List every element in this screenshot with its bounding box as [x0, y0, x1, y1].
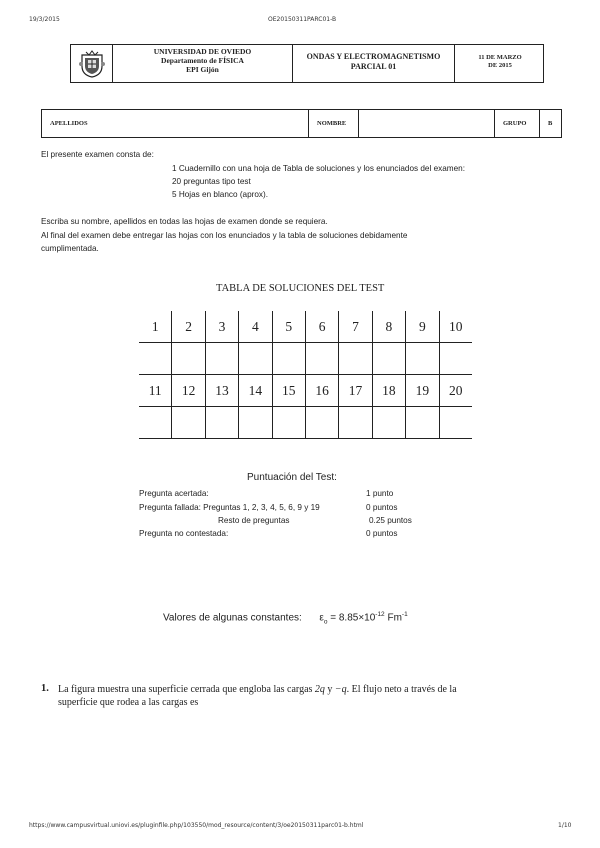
- exam-date-line1: 11 DE MARZO: [478, 54, 522, 61]
- epsilon-exponent: -12: [375, 611, 385, 618]
- epsilon-unit-exponent: -1: [401, 611, 408, 618]
- answer-cell[interactable]: [372, 343, 405, 375]
- solutions-table: [139, 311, 472, 439]
- school-name: EPI Gijón: [186, 65, 219, 74]
- university-crest-icon: [77, 49, 107, 79]
- intro-item-1: 1 Cuadernillo con una hoja de Tabla de soluciones y los enunciados del examen:: [172, 164, 465, 173]
- constants-label: Valores de algunas constantes:: [163, 612, 302, 624]
- subject-block: [293, 45, 455, 82]
- answer-cell[interactable]: [172, 407, 205, 439]
- university-name: UNIVERSIDAD DE OVIEDO: [153, 47, 252, 56]
- answer-cell[interactable]: [139, 343, 172, 375]
- footer-url: https://www.campusvirtual.uniovi.es/pluginfile.php/103550/mod_resource/content/3/oe20150311parc01-b.html: [29, 822, 364, 829]
- answer-cell[interactable]: [172, 343, 205, 375]
- scoring-correct-value: 1 punto: [366, 489, 394, 498]
- logo-cell: [71, 45, 113, 82]
- name-field[interactable]: [358, 110, 494, 137]
- question-number-cell: 19: [406, 375, 439, 407]
- question-number: 1.: [41, 683, 49, 694]
- question-number-cell: 5: [272, 311, 305, 343]
- question-text-after: . El flujo neto a través de la: [346, 684, 457, 695]
- epsilon-unit: Fm: [384, 612, 402, 624]
- answer-cell[interactable]: [372, 407, 405, 439]
- answer-cell[interactable]: [205, 343, 238, 375]
- question-number-cell: 4: [239, 311, 272, 343]
- group-value-cell: [539, 110, 563, 137]
- answer-cell[interactable]: [272, 407, 305, 439]
- charge-2: −q: [334, 684, 347, 695]
- instruction-1: Escriba su nombre, apellidos en todas las hojas de examen donde se requiera.: [41, 217, 328, 226]
- scoring-rest-value: 0.25 puntos: [369, 516, 412, 525]
- question-text-before: La figura muestra una superficie cerrada que engloba las cargas: [58, 684, 315, 695]
- exam-name: PARCIAL 01: [350, 62, 397, 71]
- exam-date: [455, 45, 545, 82]
- group-label: GRUPO: [503, 120, 527, 127]
- answer-row: [139, 343, 472, 375]
- instruction-2: Al final del examen debe entregar las hojas con los enunciados y la tabla de soluciones debidamente: [41, 231, 408, 240]
- question-number-cell: 13: [205, 375, 238, 407]
- question-number-cell: 14: [239, 375, 272, 407]
- question-text-line1: [58, 684, 457, 695]
- group-label-cell: [494, 110, 539, 137]
- intro-item-2: 20 preguntas tipo test: [172, 177, 251, 186]
- scoring-unanswered-label: Pregunta no contestada:: [139, 529, 229, 538]
- question-number-cell: 10: [439, 311, 472, 343]
- intro-line: El presente examen consta de:: [41, 150, 154, 159]
- name-label: NOMBRE: [317, 120, 347, 127]
- question-number-cell: 8: [372, 311, 405, 343]
- question-number-cell: 7: [339, 311, 372, 343]
- instruction-3: cumplimentada.: [41, 244, 99, 253]
- question-number-cell: 6: [305, 311, 338, 343]
- question-number-cell: 18: [372, 375, 405, 407]
- name-label-cell: [308, 110, 358, 137]
- answer-cell[interactable]: [305, 407, 338, 439]
- university-block: [113, 45, 293, 82]
- scoring-title: Puntuación del Test:: [247, 472, 337, 483]
- answer-cell[interactable]: [439, 407, 472, 439]
- scoring-failed-label: Pregunta fallada: Preguntas 1, 2, 3, 4, 5, 6, 9 y 19: [139, 503, 320, 512]
- answer-cell[interactable]: [239, 343, 272, 375]
- student-info-row: [41, 109, 562, 138]
- answer-cell[interactable]: [339, 407, 372, 439]
- epsilon-subscript: o: [323, 618, 328, 626]
- question-number-cell: 17: [339, 375, 372, 407]
- question-number-cell: 1: [151, 318, 159, 334]
- subject-name: ONDAS Y ELECTROMAGNETISMO: [306, 52, 441, 61]
- charge-1: 2q: [314, 684, 325, 695]
- exam-header: [70, 44, 544, 83]
- question-number-cell: 20: [439, 375, 472, 407]
- epsilon-symbol: ε: [319, 612, 324, 624]
- question-text-mid: y: [324, 684, 335, 695]
- scoring-correct-label: Pregunta acertada:: [139, 489, 209, 498]
- print-date: 19/3/2015: [29, 16, 60, 23]
- surname-label: APELLIDOS: [50, 120, 88, 127]
- answer-cell[interactable]: [272, 343, 305, 375]
- answer-cell[interactable]: [406, 343, 439, 375]
- answer-cell[interactable]: [205, 407, 238, 439]
- question-number-cell: 16: [305, 375, 338, 407]
- print-title: OE20150311PARC01-B: [268, 16, 337, 23]
- answer-cell[interactable]: [406, 407, 439, 439]
- exam-date-line2: DE 2015: [488, 62, 512, 69]
- answer-cell[interactable]: [239, 407, 272, 439]
- table-row: [139, 311, 472, 343]
- question-number-cell: 9: [406, 311, 439, 343]
- department-name: Departamento de FÍSICA: [161, 56, 244, 65]
- intro-item-3: 5 Hojas en blanco (aprox).: [172, 190, 269, 199]
- solutions-table-title: TABLA DE SOLUCIONES DEL TEST: [216, 283, 385, 294]
- surname-field[interactable]: [42, 110, 308, 137]
- question-number-cell: 2: [172, 311, 205, 343]
- scoring-rest-label: Resto de preguntas: [218, 516, 290, 525]
- answer-cell[interactable]: [305, 343, 338, 375]
- question-number-cell: 3: [205, 311, 238, 343]
- group-value: B: [548, 120, 553, 127]
- answer-cell[interactable]: [339, 343, 372, 375]
- answer-cell[interactable]: [439, 343, 472, 375]
- question-number-cell: 11: [139, 375, 172, 407]
- question-text-line2: superficie que rodea a las cargas es: [58, 697, 199, 708]
- scoring-failed-value: 0 puntos: [366, 503, 398, 512]
- epsilon-value: = 8.85×10: [327, 612, 376, 624]
- question-number-cell: 15: [272, 375, 305, 407]
- constants-line: [163, 611, 408, 625]
- scoring-unanswered-value: 0 puntos: [366, 529, 398, 538]
- table-row: [139, 375, 472, 407]
- answer-cell[interactable]: [139, 407, 172, 439]
- page-number: 1/10: [558, 822, 572, 829]
- answer-row: [139, 407, 472, 439]
- question-number-cell: 12: [172, 375, 205, 407]
